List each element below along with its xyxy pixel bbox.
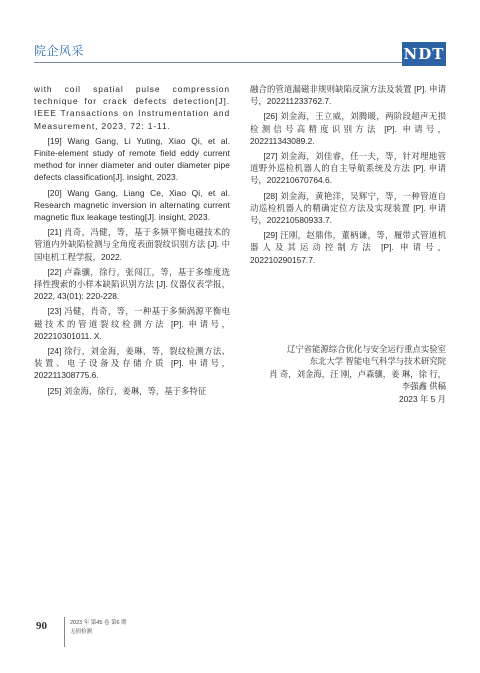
reference-item: [22] 卢森骧，徐行，张闯江，等，基于多维度选择性搜索的小样本缺陷识别方法 [J]. 仪器仪表学报，2022, 43(01): 220-228. (34, 266, 230, 302)
reference-item: [29] 汪刚，赵鼎伟，董柄谦，等，履带式管道机器人及其运动控制方法 [P]. 申请号，202210290157.7. (250, 230, 446, 265)
reference-item: 融合的管道漏磁非规则缺陷反演方法及装置 [P]. 申请号，202211233762.7. (250, 84, 446, 107)
signature-line: 李强鑫 供稿 (401, 381, 446, 392)
reference-item: [20] Wang Gang, Liang Ce, Xiao Qi, et al. Research magnetic inversion in alternating current magnetic flux leakage testing[J]. insight, 2023. (34, 187, 230, 223)
issue-line: 2023 年 第45 卷 第6 期 (70, 620, 127, 626)
reference-item: [21] 肖奇，冯健，等，基于多频平衡电磁技术的管道内外缺陷检测与全角度表面裂纹识别方法 [J]. 中国电机工程学报，2022. (34, 227, 230, 262)
signature-line: 肖 奇，刘金海，汪 刚，卢森骧，姜 琳，徐 行， (269, 368, 446, 379)
right-column (250, 83, 446, 269)
reference-item: with coil spatial pulse compression technique for crack defects detection[J]. IEEE Transactions on Instrumentation and Measurement, 2023, 72: 1-11. (34, 84, 230, 131)
contributor-signature (250, 343, 446, 405)
reference-item: [24] 徐行，刘金海，姜琳，等，裂纹检测方法、装置、电子设备及存储介质 [P]. 申请号，202211308775.6. (34, 346, 230, 381)
footer-divider (64, 617, 65, 647)
section-title: 院企风采 (34, 44, 85, 58)
reference-item: [28] 刘金海，黄艳洋，吴辉宁，等，一种管道自动巡检机器人的精确定位方法及实现装置 [P]. 申请号，202210580933.7. (250, 190, 446, 226)
ndt-logo: NDT (402, 42, 446, 66)
signature-line: 东北大学 智能电气科学与技术研究院 (309, 356, 446, 367)
signature-date: 2023 年 5 月 (398, 393, 446, 404)
reference-item: [19] Wang Gang, Li Yuting, Xiao Qi, et al. Finite-element study of remote field eddy current method for inner diameter and outer diameter pipe defects classification[J]. insight, 2023. (34, 135, 230, 183)
reference-item: [23] 冯健，肖奇，等，一种基于多频涡源平衡电磁技术的管道裂纹检测方法 [P]. 申请号，202210301011. X. (34, 306, 230, 341)
footer-issue-info (70, 619, 127, 637)
signature-line: 辽宁省能源综合优化与安全运行重点实验室 (286, 344, 446, 354)
page-number: 90 (36, 620, 47, 632)
reference-item: [26] 刘金海，王立威，刘腾暖，两阶段超声无损检测信号高精度识别方法 [P]. 申请号，202211343089.2. (250, 111, 446, 146)
left-column (34, 83, 230, 400)
journal-name: 无损检测 (70, 629, 93, 635)
reference-item: [25] 刘金海，徐行，姜琳，等，基于多特征 (47, 385, 207, 396)
header-divider (34, 62, 402, 63)
reference-item: [27] 刘金海，刘佳睿，任一夫，等，针对埋地管道野外巡检机器人的自主导航系统及方法 [P]. 申请号，202210670764.6. (250, 151, 446, 186)
